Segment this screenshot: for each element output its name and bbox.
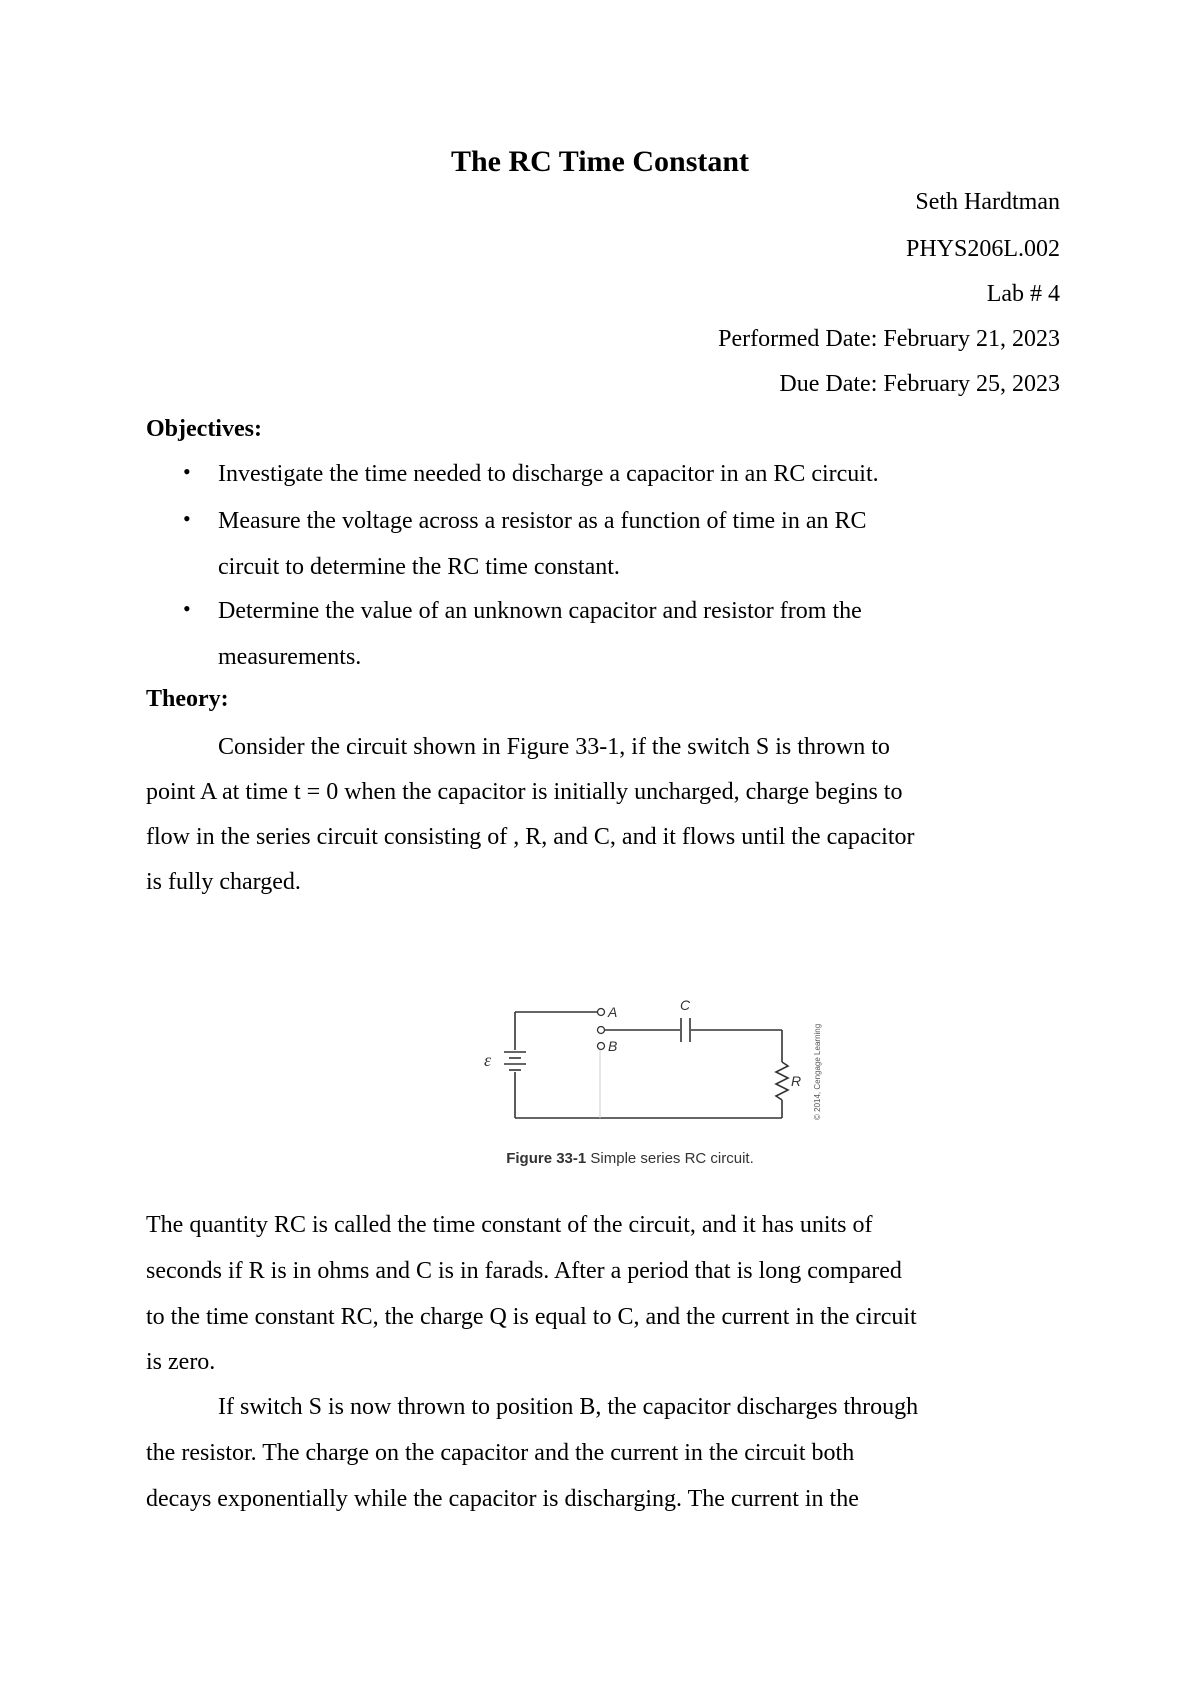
bullet-icon: • [183,506,191,531]
label-b: B [608,1038,618,1054]
theory-paragraph-line: is zero. [146,1349,216,1375]
lab-number: Lab # 4 [986,281,1060,307]
theory-paragraph-line: to the time constant RC, the charge Q is equal to C, and the current in the circuit [146,1304,917,1330]
figure-caption-text: Simple series RC circuit. [586,1150,754,1167]
objective-item-continued: circuit to determine the RC time constant. [218,554,620,580]
objective-item: Investigate the time needed to discharge a capacitor in an RC circuit. [218,461,879,487]
due-date: Due Date: February 25, 2023 [779,371,1060,397]
theory-paragraph-line: point A at time t = 0 when the capacitor is initially uncharged, charge begins to [146,779,903,805]
document-title: The RC Time Constant [450,145,750,178]
theory-paragraph-line: seconds if R is in ohms and C is in farads. After a period that is long compared [146,1258,902,1284]
objectives-heading: Objectives: [146,416,262,442]
theory-paragraph-line: Consider the circuit shown in Figure 33-1, if the switch S is thrown to [218,734,890,760]
performed-date: Performed Date: February 21, 2023 [718,326,1060,352]
rc-circuit-figure [470,990,840,1145]
label-emf: ε [484,1050,492,1070]
theory-paragraph-line: decays exponentially while the capacitor is discharging. The current in the [146,1486,859,1512]
figure-caption [470,1150,790,1167]
figure-caption-number: Figure 33-1 [506,1150,587,1167]
switch-terminal-a [598,1009,605,1016]
bullet-icon: • [183,596,191,621]
theory-paragraph-line: is fully charged. [146,869,301,895]
label-a: A [608,1004,618,1020]
bullet-icon: • [183,459,191,484]
label-r: R [791,1073,802,1089]
objective-item-continued: measurements. [218,644,362,670]
label-c: C [680,997,691,1013]
author-name: Seth Hardtman [915,189,1060,215]
theory-paragraph-line: flow in the series circuit consisting of , R, and C, and it flows until the capacitor [146,824,915,850]
objective-item: Measure the voltage across a resistor as a function of time in an RC [218,508,867,534]
theory-paragraph-line: If switch S is now thrown to position B, the capacitor discharges through [218,1394,919,1420]
switch-common-terminal [598,1027,605,1034]
objective-item: Determine the value of an unknown capacitor and resistor from the [218,598,862,624]
theory-paragraph-line: The quantity RC is called the time constant of the circuit, and it has units of [146,1212,873,1238]
theory-paragraph-line: the resistor. The charge on the capacitor and the current in the circuit both [146,1440,855,1466]
switch-terminal-b [598,1043,605,1050]
course-code: PHYS206L.002 [905,236,1060,262]
figure-copyright: © 2014, Cengage Learning [813,1023,822,1120]
theory-heading: Theory: [146,686,229,712]
